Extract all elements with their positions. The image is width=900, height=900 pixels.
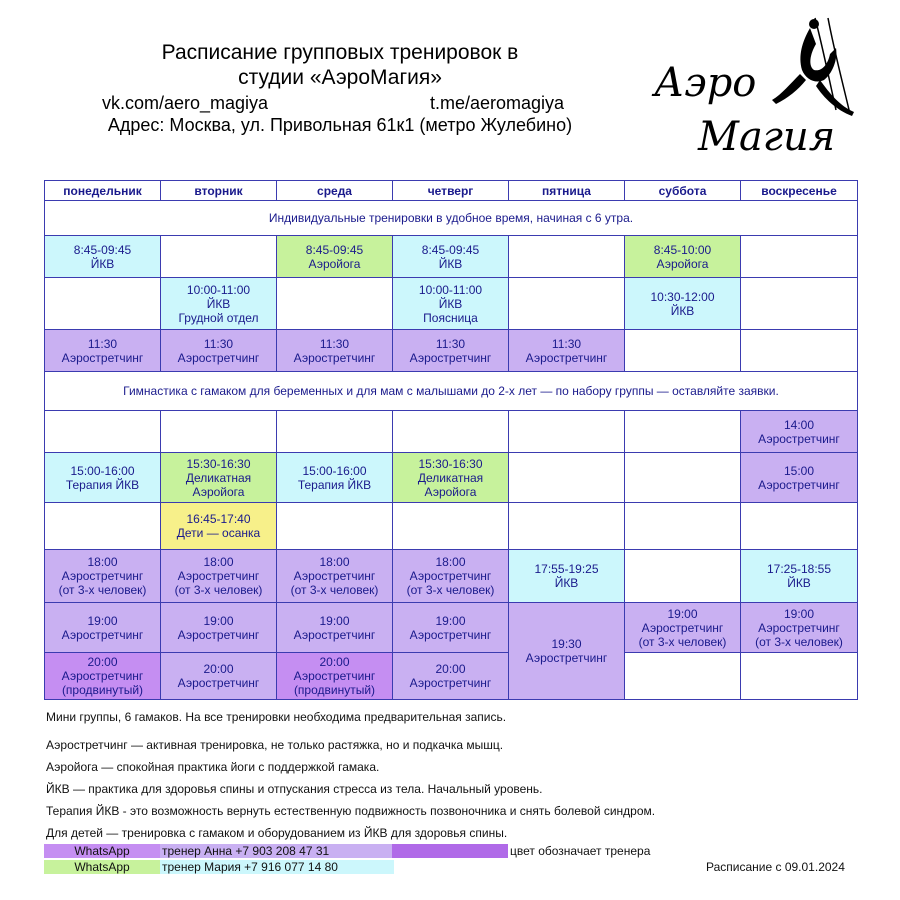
class-cell[interactable]: 19:00 Аэростретчинг (от 3-х человек) — [741, 603, 858, 653]
links-row — [80, 92, 600, 114]
class-cell[interactable]: 8:45-09:45 ЙКВ — [45, 236, 161, 278]
day-friday: пятница — [509, 181, 625, 201]
table-row — [45, 603, 858, 653]
empty-cell — [625, 411, 741, 453]
empty-cell — [741, 653, 858, 700]
day-tuesday: вторник — [161, 181, 277, 201]
header — [80, 40, 600, 136]
class-cell[interactable]: 19:00 Аэростретчинг — [161, 603, 277, 653]
empty-cell — [277, 503, 393, 550]
table-row — [45, 550, 858, 603]
empty-cell — [509, 236, 625, 278]
schedule-table — [44, 180, 858, 700]
class-cell[interactable]: 19:00 Аэростретчинг — [277, 603, 393, 653]
day-header-row — [45, 181, 858, 201]
day-saturday: суббота — [625, 181, 741, 201]
class-cell[interactable]: 8:45-10:00 Аэройога — [625, 236, 741, 278]
class-cell[interactable]: 11:30 Аэростретчинг — [277, 330, 393, 372]
table-row — [45, 278, 858, 330]
empty-cell — [45, 503, 161, 550]
class-cell[interactable]: 20:00 Аэростретчинг — [393, 653, 509, 700]
title-line-1: Расписание групповых тренировок в — [161, 41, 519, 64]
class-cell[interactable]: 11:30 Аэростретчинг — [509, 330, 625, 372]
class-cell[interactable]: 11:30 Аэростретчинг — [393, 330, 509, 372]
logo-word-aero: Аэро — [654, 60, 757, 106]
empty-cell — [161, 411, 277, 453]
empty-cell — [509, 453, 625, 503]
class-cell[interactable]: 10:00-11:00 ЙКВ Поясница — [393, 278, 509, 330]
class-cell[interactable]: 15:00-16:00 Терапия ЙКВ — [277, 453, 393, 503]
class-cell[interactable]: 18:00 Аэростретчинг (от 3-х человек) — [277, 550, 393, 603]
note-ykv: ЙКВ — практика для здоровья спины и отпускания стресса из тела. Начальный уровень. — [46, 782, 543, 796]
pregnant-banner: Гимнастика с гамаком для беременных и для мам с малышами до 2-х лет — по набору группы — оставляйте заявки. — [45, 372, 858, 411]
class-cell[interactable]: 15:00 Аэростретчинг — [741, 453, 858, 503]
day-monday: понедельник — [45, 181, 161, 201]
table-row — [45, 453, 858, 503]
color-legend: цвет обозначает тренера — [510, 844, 651, 858]
class-cell[interactable]: 15:30-16:30 Деликатная Аэройога — [161, 453, 277, 503]
vk-link[interactable]: vk.com/aero_magiya — [102, 93, 269, 113]
empty-cell — [161, 236, 277, 278]
class-cell[interactable]: 10:30-12:00 ЙКВ — [625, 278, 741, 330]
class-cell[interactable]: 16:45-17:40 Дети — осанка — [161, 503, 277, 550]
empty-cell — [509, 503, 625, 550]
maria-whatsapp-link[interactable]: WhatsApp — [44, 860, 160, 874]
note-therapy: Терапия ЙКВ - это возможность вернуть естественную подвижность позвоночника и снять болевой синдром. — [46, 804, 656, 818]
class-cell[interactable]: 15:00-16:00 Терапия ЙКВ — [45, 453, 161, 503]
title-line-2: студии «АэроМагия» — [238, 66, 442, 89]
class-cell[interactable]: 8:45-09:45 Аэройога — [277, 236, 393, 278]
logo-word-magiya: Магия — [698, 114, 836, 160]
class-cell[interactable]: 10:00-11:00 ЙКВ Грудной отдел — [161, 278, 277, 330]
empty-cell — [625, 503, 741, 550]
note-aerostretching: Аэростретчинг — активная тренировка, не только растяжка, но и подкачка мышц. — [46, 738, 504, 752]
class-cell[interactable]: 20:00 Аэростретчинг (продвинутый) — [277, 653, 393, 700]
individual-banner: Индивидуальные тренировки в удобное время, начиная с 6 утра. — [45, 201, 858, 236]
class-cell[interactable]: 19:30 Аэростретчинг — [509, 603, 625, 700]
anna-trainer-phone[interactable]: тренер Анна +7 903 208 47 31 — [160, 844, 394, 858]
day-thursday: четверг — [393, 181, 509, 201]
empty-cell — [45, 411, 161, 453]
empty-cell — [625, 550, 741, 603]
table-row — [45, 236, 858, 278]
table-row — [45, 653, 858, 700]
empty-cell — [277, 411, 393, 453]
class-cell[interactable]: 18:00 Аэростретчинг (от 3-х человек) — [45, 550, 161, 603]
empty-cell — [393, 503, 509, 550]
empty-cell — [741, 236, 858, 278]
class-cell[interactable]: 11:30 Аэростретчинг — [161, 330, 277, 372]
note-kids: Для детей — тренировка с гамаком и оборудованием из ЙКВ для здоровья спины. — [46, 826, 508, 840]
class-cell[interactable]: 17:25-18:55 ЙКВ — [741, 550, 858, 603]
empty-cell — [741, 503, 858, 550]
day-wednesday: среда — [277, 181, 393, 201]
class-cell[interactable]: 19:00 Аэростретчинг (от 3-х человек) — [625, 603, 741, 653]
empty-cell — [509, 278, 625, 330]
empty-cell — [741, 330, 858, 372]
note-mini-groups: Мини группы, 6 гамаков. На все тренировки необходима предварительная запись. — [46, 710, 507, 724]
empty-cell — [277, 278, 393, 330]
telegram-link[interactable]: t.me/aeromagiya — [430, 93, 565, 113]
empty-cell — [625, 453, 741, 503]
class-cell[interactable]: 15:30-16:30 Деликатная Аэройога — [393, 453, 509, 503]
note-aeroyoga: Аэройога — спокойная практика йоги с поддержкой гамака. — [46, 760, 380, 774]
table-row — [45, 330, 858, 372]
anna-whatsapp-link[interactable]: WhatsApp — [44, 844, 160, 858]
class-cell[interactable]: 19:00 Аэростретчинг — [393, 603, 509, 653]
schedule-date: Расписание с 09.01.2024 — [706, 860, 845, 874]
empty-cell — [625, 330, 741, 372]
class-cell[interactable]: 14:00 Аэростретчинг — [741, 411, 858, 453]
table-row — [45, 411, 858, 453]
table-row — [45, 503, 858, 550]
class-cell[interactable]: 8:45-09:45 ЙКВ — [393, 236, 509, 278]
empty-cell — [393, 411, 509, 453]
class-cell[interactable]: 11:30 Аэростретчинг — [45, 330, 161, 372]
class-cell[interactable]: 18:00 Аэростретчинг (от 3-х человек) — [393, 550, 509, 603]
address: Адрес: Москва, ул. Привольная 61к1 (метро Жулебино) — [107, 115, 573, 135]
class-cell[interactable]: 20:00 Аэростретчинг — [161, 653, 277, 700]
aeromagiya-logo — [650, 14, 870, 164]
class-cell[interactable]: 19:00 Аэростретчинг — [45, 603, 161, 653]
trainer-color-swatch — [392, 844, 508, 858]
maria-trainer-phone[interactable]: тренер Мария +7 916 077 14 80 — [160, 860, 394, 874]
empty-cell — [509, 411, 625, 453]
class-cell[interactable]: 20:00 Аэростретчинг (продвинутый) — [45, 653, 161, 700]
day-sunday: воскресенье — [741, 181, 858, 201]
class-cell[interactable]: 17:55-19:25 ЙКВ — [509, 550, 625, 603]
empty-cell — [625, 653, 741, 700]
empty-cell — [741, 278, 858, 330]
empty-cell — [45, 278, 161, 330]
class-cell[interactable]: 18:00 Аэростретчинг (от 3-х человек) — [161, 550, 277, 603]
